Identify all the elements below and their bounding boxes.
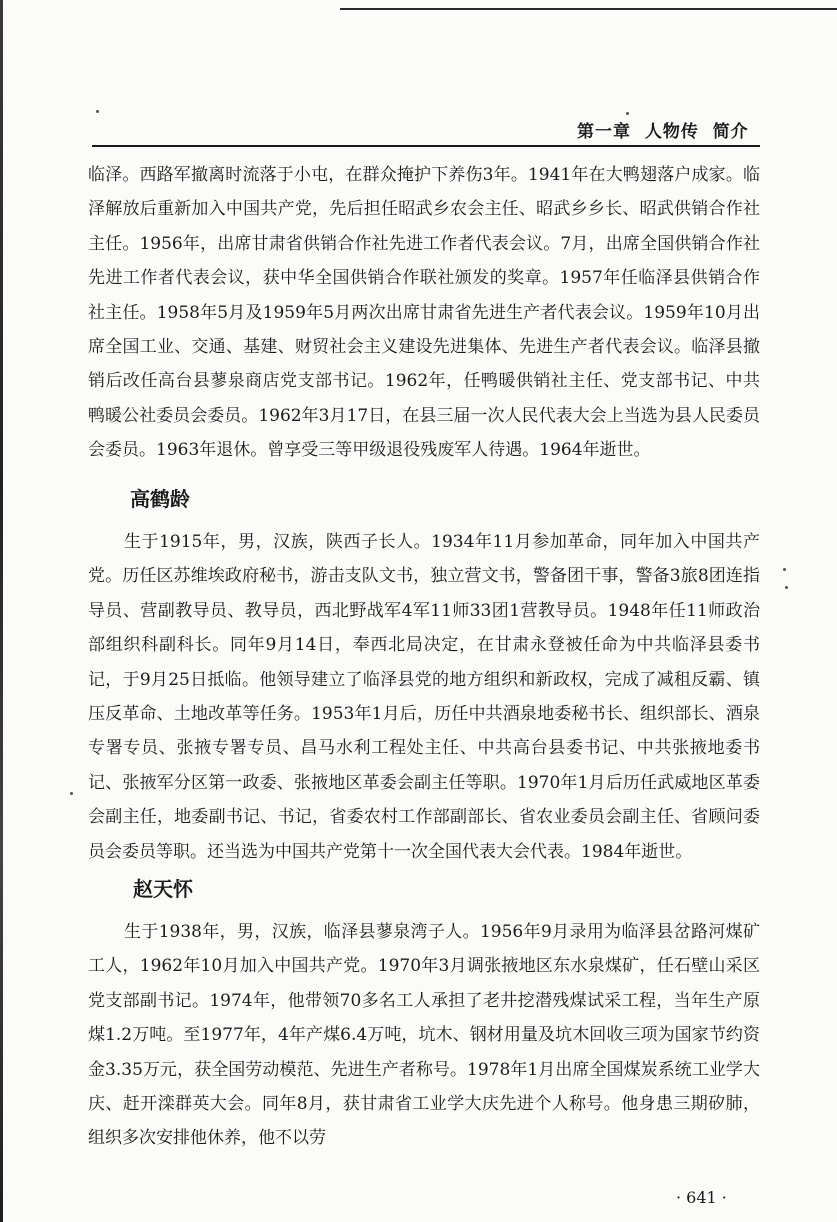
biography-title: 高鹤龄 [130,487,190,511]
chapter-label: 第一章 [577,122,631,142]
running-header [577,117,749,142]
page-number: · 641 · [676,1188,727,1207]
subsection-label: 简介 [712,122,749,142]
biography-paragraph: 生于1938年，男，汉族，临泽县蓼泉湾子人。1956年9月录用为临泽县岔路河煤矿工人，1962年10月加入中国共产党。1970年3月调张掖地区东水泉煤矿，任石壁山采区党支部副书记。1974年，他带领70多名工人承担了老井挖潜残煤试采工程，当年生产原煤1.2万吨。至1977年，4年产煤6.4万吨，坑木、钢材用量及坑木回收三项为国家节约资金3.35万元，获全国劳动模范、先进生产者称号。1978年1月出席全国煤炭系统工业学大庆、赶开滦群英大会。同年8月，获甘肃省工业学大庆先进个人称号。他身患三期矽肺，组织多次安排他休养，他不以劳 [88,922,760,1149]
paragraph-continued: 临泽。西路军撤离时流落于小屯，在群众掩护下养伤3年。1941年在大鸭翅落户成家。临泽解放后重新加入中国共产党，先后担任昭武乡农会主任、昭武乡乡长、昭武供销合作社主任。1956年，出席甘肃省供销合作社先进工作者代表会议。7月，出席全国供销合作社先进工作者代表会议，获中华全国供销合作联社颁发的奖章。1957年任临泽县供销合作社主任。1958年5月及1959年5月两次出席甘肃省先进生产者代表会议。1959年10月出席全国工业、交通、基建、财贸社会主义建设先进集体、先进生产者代表会议。临泽县撤销后改任高台县蓼泉商店党支部书记。1962年，任鸭暖供销社主任、党支部书记、中共鸭暖公社委员会委员。1962年3月17日，在县三届一次人民代表大会上当选为县人民委员会委员。1963年退休。曾享受三等甲级退役残废军人待遇。1964年逝世。 [88,165,760,461]
scan-speck [785,586,788,589]
top-border-line [340,8,837,10]
section-label: 人物传 [644,122,699,142]
scan-speck [70,792,73,795]
biography-paragraph: 生于1915年，男，汉族，陕西子长人。1934年11月参加革命，同年加入中国共产党。历任区苏维埃政府秘书，游击支队文书，独立营文书，警备团干事，警备3旅8团连指导员、营副教导员、教导员，西北野战军4军11师33团1营教导员。1948年任11师政治部组织科副科长。同年9月14日，奉西北局决定，在甘肃永登被任命为中共临泽县委书记，于9月25日抵临。他领导建立了临泽县党的地方组织和新政权，完成了减租反霸、镇压反革命、土地改革等任务。1953年1月后，历任中共酒泉地委秘书长、组织部长、酒泉专署专员、张掖专署专员、昌马水利工程处主任、中共高台县委书记、中共张掖地委书记、张掖军分区第一政委、张掖地区革委会副主任等职。1970年1月后历任武威地区革委会副主任，地委副书记、书记，省委农村工作部副部长、省农业委员会副主任、省顾问委员会委员等职。还当选为中国共产党第十一次全国代表大会代表。1984年逝世。 [88,532,760,862]
biography-title: 赵天怀 [133,877,193,901]
page-edge-shadow [0,0,3,1222]
scan-speck [626,112,629,115]
scan-speck [96,110,99,113]
header-rule [92,145,760,147]
scan-speck [783,568,786,571]
